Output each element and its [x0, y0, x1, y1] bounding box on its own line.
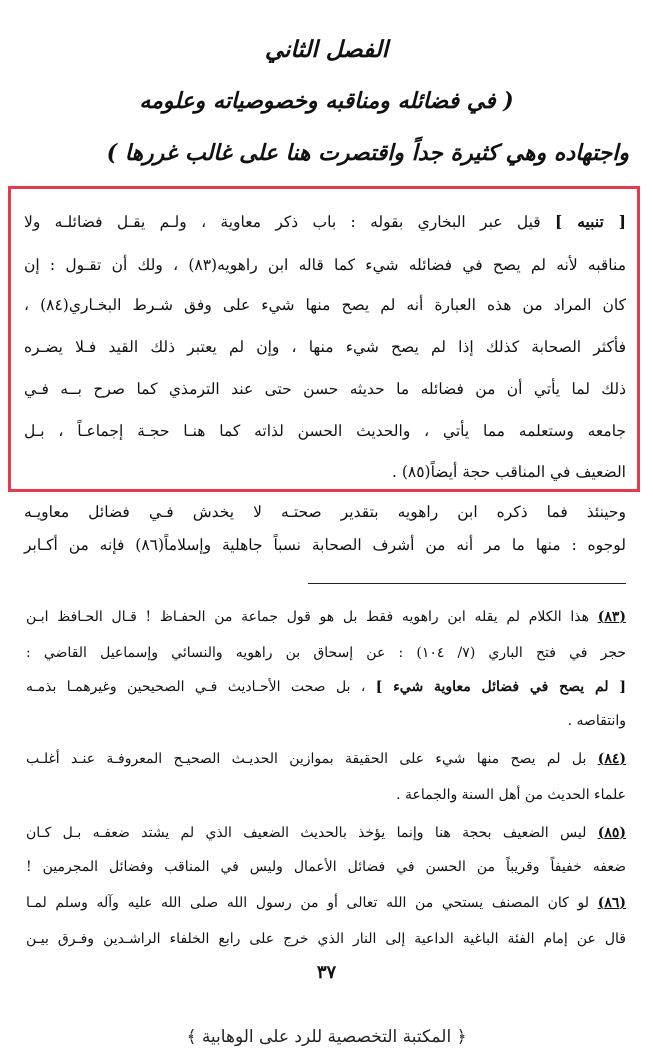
paragraph-line-1-text: قيل عبر البخاري بقوله : باب ذكر معاوية ، ولـم يقـل فضائلـه ولا [24, 213, 541, 231]
footnote-85-line-2: ضعفه خفيفاً وقريباً من الحسن في فضائل الأعمال وليس في المناقب وفضائل المجرمين ! [26, 859, 626, 875]
footnote-83-line-2: حجر في فتح الباري (٧/ ١٠٤) : عن إسحاق بن راهويه والنسائي وإسماعيل القاضي : [26, 645, 627, 661]
footnote-86-line-1: (٨٦) لو كان المصنف يستحي من الله تعالى أو من رسول الله صلى الله عليه وآله وسلم لمـا [26, 895, 627, 911]
footnote-86-number: (٨٦) [597, 895, 627, 911]
paragraph-line-4: فأكثر الصحابة كذلك إذا لم يصح شيء منها ، وإن لم يعتبر ذلك القيد فـلا يضـره [24, 338, 626, 356]
paragraph-line-2: مناقبه لأنه لم يصح في فضائله شيء كما قاله ابن راهويه(٨٣) ، ولك أن تقـول : إن [24, 256, 626, 274]
paragraph-line-1 [24, 214, 626, 231]
footnote-83-number: (٨٣) [597, 609, 627, 625]
continuation-line-1: وحينئذ فما ذكره ابن راهويه بتقدير صحتـه لا يخدش فـي فضائل معاويـه [24, 503, 626, 521]
footnote-83-quote: [ لم يصح في فضائل معاوية شيء ] [375, 679, 627, 695]
footnote-84-line-2: علماء الحديث من أهل السنة والجماعة . [396, 787, 626, 803]
library-footer: ﴿ المكتبة التخصصية للرد على الوهابية ﴾ [186, 1027, 467, 1047]
footnote-separator [308, 583, 626, 584]
chapter-subtitle-line1: ( في فضائله ومناقبه وخصوصياته وعلومه [139, 88, 514, 114]
footnote-84-line-1: (٨٤) بل لم يصح منها شيء على الحقيقة بموازين الحديـث الصحيـح المعروفـة عنـد أغلـب [26, 751, 626, 767]
paragraph-line-6: جامعه وستعلمه مما يأتي ، والحديث الحسن لذاته كما هنـا حجـة إجماعـاً ، بـل [24, 422, 626, 440]
footnote-83-line-3: [ لم يصح في فضائل معاوية شيء ] ، بل صحت الأحـاديث فـي الصحيحين وغيرهمـا بذمـه [26, 679, 627, 695]
note-label: [ تنبيه ] [555, 212, 626, 231]
paragraph-line-3: كان المراد من هذه العبارة أنه لم يصح منها شيء على وفق شـرط البخـاري(٨٤) ، [24, 296, 627, 314]
footnote-85-line-1: (٨٥) ليس الضعيف بحجة هنا وإنما يؤخذ بالحديث الضعيف الذي لم يشتد ضعفـه بـل كـان [26, 825, 626, 841]
page-number: ٣٧ [316, 962, 337, 983]
footnote-83-line-4: وانتقاصه . [567, 713, 626, 729]
continuation-line-2: لوجوه : منها ما مر أنه من أشرف الصحابة نسباً جاهلية وإسلاماً(٨٦) فإنه من أكـابر [24, 536, 626, 554]
chapter-subtitle-line2: واجتهاده وهي كثيرة جداً واقتصرت هنا على غالب غررها ) [106, 140, 629, 166]
chapter-title: الفصل الثاني [264, 36, 389, 63]
footnote-85-number: (٨٥) [597, 825, 626, 841]
footnote-86-line-2: قال عن إمام الفئة الباغية الداعية إلى النار الذي خرج على رابع الخلفاء الراشـدين وفـرق بيـن [26, 931, 626, 947]
footnote-84-number: (٨٤) [597, 751, 626, 767]
footnote-83-line-1: (٨٣) هذا الكلام لم يقله ابن راهويه فقط بل هو قول جماعة من الحفـاظ ! قـال الحـافظ ابـن [26, 609, 627, 625]
paragraph-line-7: الضعيف في المناقب حجة أيضاً(٨٥) . [391, 463, 626, 481]
paragraph-line-5: ذلك لما يأتي أن من فضائله ما حديثه حسن حتى عند الترمذي كما صرح بــه فـي [24, 380, 626, 398]
